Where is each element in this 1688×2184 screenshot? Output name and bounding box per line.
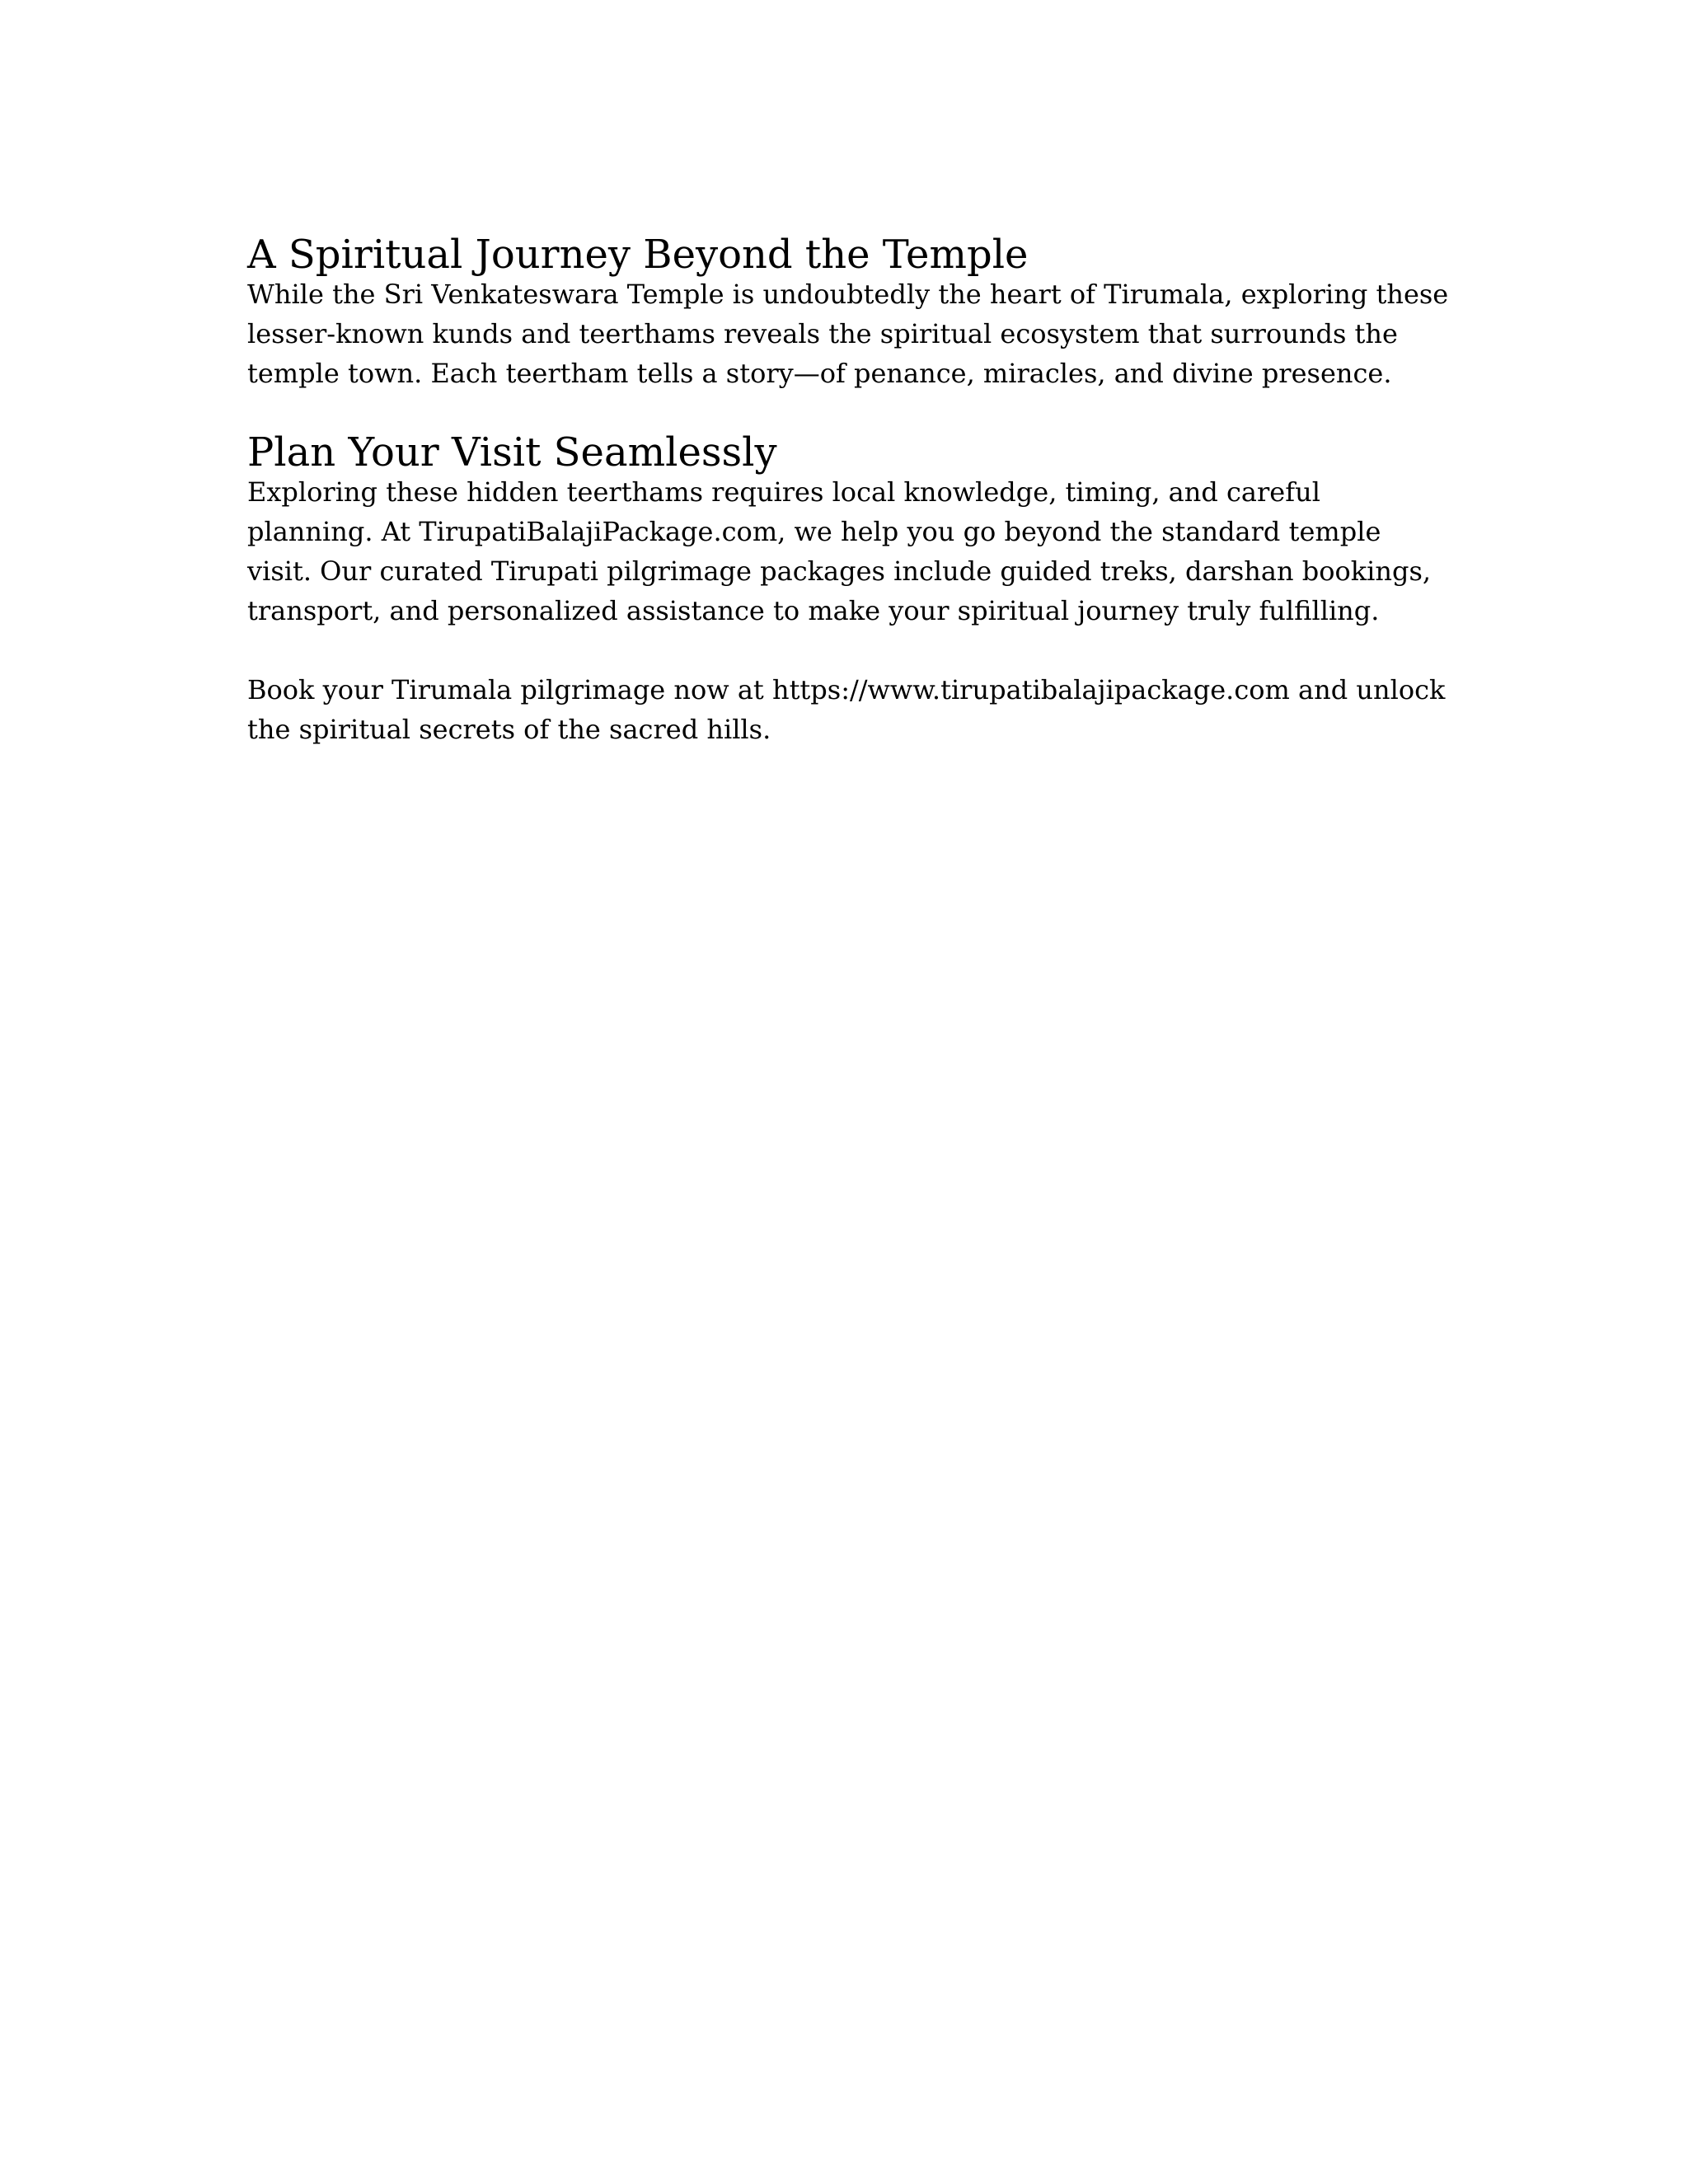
section-spiritual-journey (247, 232, 1451, 393)
closing-paragraph: Book your Tirumala pilgrimage now at https://www.tirupatibalajipackage.com and unlock the spiritual secrets of the sacred hills. (247, 674, 1446, 745)
paragraph-spacer (247, 393, 1451, 433)
section-plan-visit (247, 429, 1451, 630)
section-paragraph: Exploring these hidden teerthams requires local knowledge, timing, and careful planning. At TirupatiBalajiPackage.com, we help you go beyond the standard temple visit. Our curated Tirupati pilgrimage packages include guided treks, darshan bookings, transport, and personalized assistance to make your spiritual journey truly fulfilling. (247, 476, 1432, 626)
section-heading: Plan Your Visit Seamlessly (247, 429, 777, 476)
section-paragraph: While the Sri Venkateswara Temple is undoubtedly the heart of Tirumala, exploring these lesser-known kunds and teerthams reveals the spiritual ecosystem that surrounds the temple town. Each teertham tells a story—of penance, miracles, and divine presence. (247, 279, 1449, 389)
paragraph-spacer (247, 630, 1451, 670)
section-heading: A Spiritual Journey Beyond the Temple (247, 232, 1029, 278)
document-content (247, 232, 1451, 749)
